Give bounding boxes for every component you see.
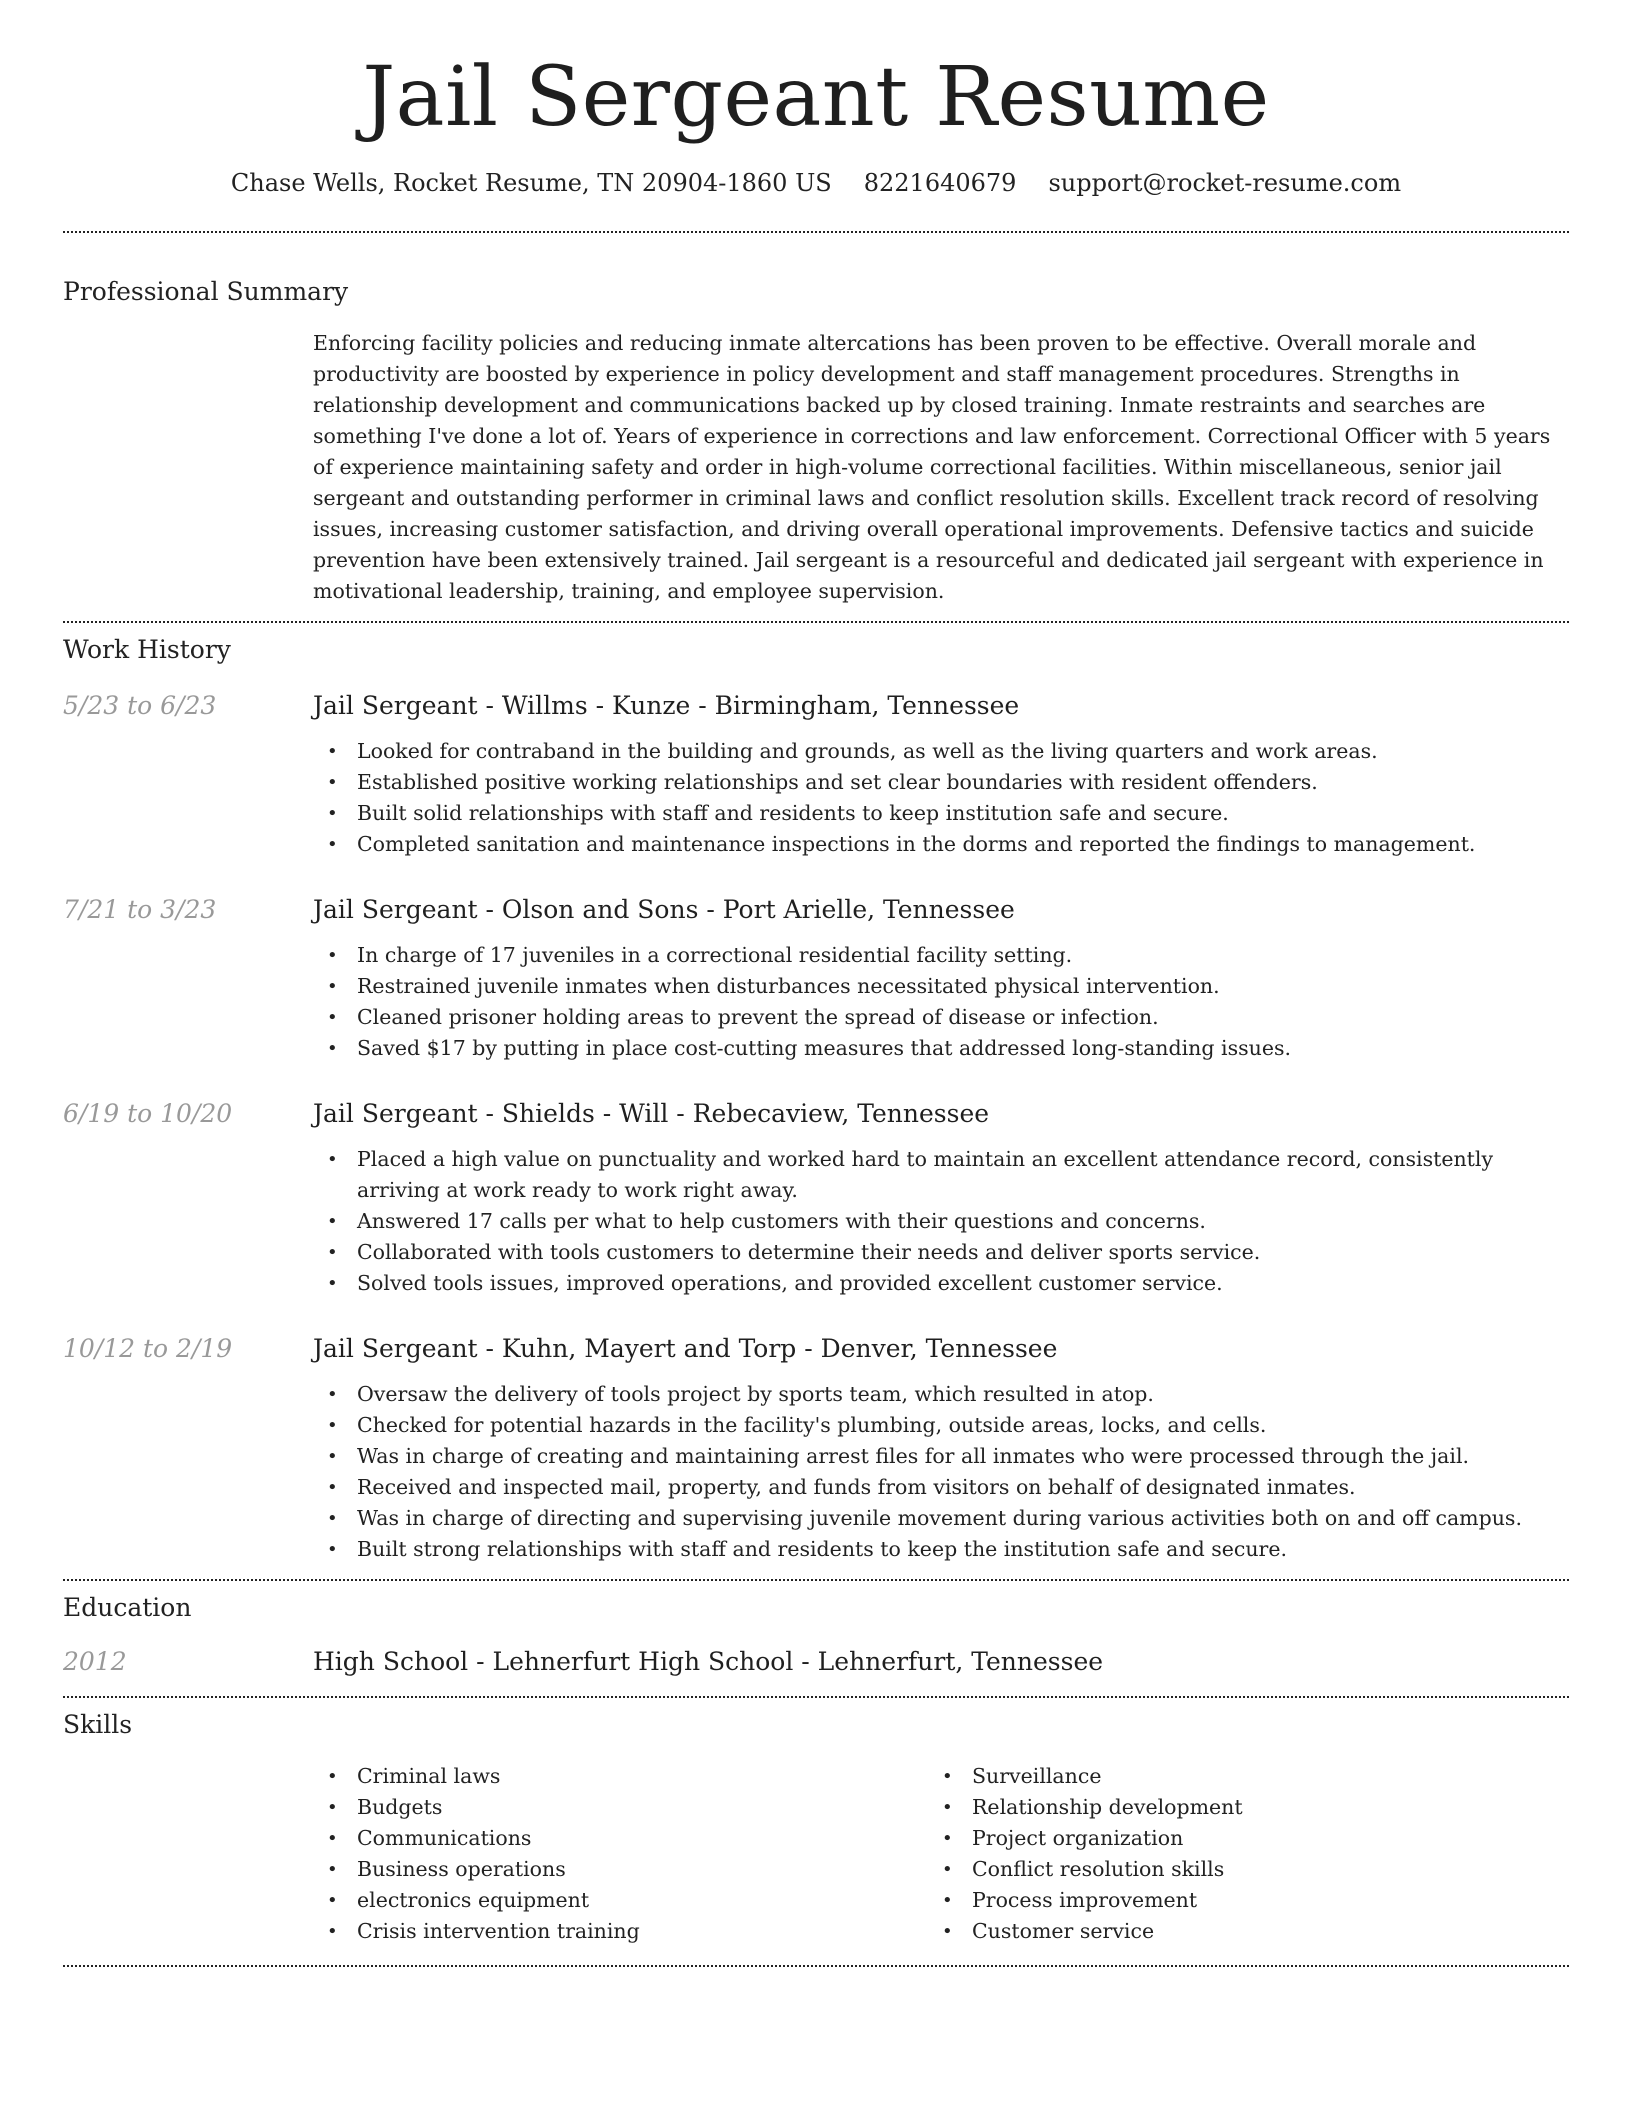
job-dates: 10/12 to 2/19 xyxy=(63,1334,233,1363)
job-title: Jail Sergeant - Willms - Kunze - Birmingham, Tennessee xyxy=(313,691,1020,720)
job-entry xyxy=(63,1098,1569,1299)
summary-section xyxy=(63,277,1569,607)
skills-row xyxy=(63,1739,1569,1965)
skills-list-right xyxy=(928,1761,1543,1947)
work-history-section xyxy=(63,635,1569,1579)
job-bullet: • In charge of 17 juveniles in a correctional residential facility setting. xyxy=(313,940,1569,971)
summary-body xyxy=(313,328,1569,607)
work-history-heading: Work History xyxy=(63,635,231,664)
divider xyxy=(63,231,1569,233)
skills-list-left xyxy=(313,1761,928,1947)
job-bullet: • Cleaned prisoner holding areas to prevent the spread of disease or infection. xyxy=(313,1002,1569,1033)
job-bullet: • Answered 17 calls per what to help customers with their questions and concerns. xyxy=(313,1206,1569,1237)
job-bullets-wrap xyxy=(313,722,1569,860)
skill-item: • Crisis intervention training xyxy=(313,1916,928,1947)
divider xyxy=(63,621,1569,623)
job-bullets xyxy=(313,1379,1569,1565)
summary-heading: Professional Summary xyxy=(63,277,349,306)
skill-item: • Customer service xyxy=(928,1916,1543,1947)
job-bullet: • Looked for contraband in the building and grounds, as well as the living quarters and work areas. xyxy=(313,736,1569,767)
job-title: Jail Sergeant - Olson and Sons - Port Arielle, Tennessee xyxy=(313,895,1015,924)
contact-phone: 8221640679 xyxy=(863,169,1017,197)
skill-item: • Relationship development xyxy=(928,1792,1543,1823)
contact-email: support@rocket-resume.com xyxy=(1048,169,1402,197)
job-title: Jail Sergeant - Shields - Will - Rebecaview, Tennessee xyxy=(313,1099,990,1128)
job-bullets-wrap xyxy=(313,1130,1569,1299)
job-bullet: • Solved tools issues, improved operations, and provided excellent customer service. xyxy=(313,1268,1569,1299)
divider xyxy=(63,1965,1569,1967)
education-heading: Education xyxy=(63,1593,192,1622)
job-header xyxy=(63,1098,1569,1130)
job-bullet: • Collaborated with tools customers to determine their needs and deliver sports service. xyxy=(313,1237,1569,1268)
job-body xyxy=(63,722,1569,860)
job-bullet: • Established positive working relationships and set clear boundaries with resident offenders. xyxy=(313,767,1569,798)
job-header xyxy=(63,690,1569,722)
education-title: High School - Lehnerfurt High School - Lehnerfurt, Tennessee xyxy=(313,1647,1104,1676)
job-bullets xyxy=(313,736,1569,860)
skill-item: • electronics equipment xyxy=(313,1885,928,1916)
job-bullets xyxy=(313,940,1569,1064)
job-bullet: • Received and inspected mail, property, and funds from visitors on behalf of designated inmates. xyxy=(313,1472,1569,1503)
job-dates: 7/21 to 3/23 xyxy=(63,895,217,924)
job-header xyxy=(63,894,1569,926)
skills-grid xyxy=(313,1761,1569,1947)
contact-line xyxy=(63,169,1569,197)
summary-row xyxy=(63,328,1569,607)
skill-item: • Conflict resolution skills xyxy=(928,1854,1543,1885)
job-body xyxy=(63,926,1569,1064)
job-bullet: • Built strong relationships with staff and residents to keep the institution safe and secure. xyxy=(313,1534,1569,1565)
education-year: 2012 xyxy=(63,1647,127,1676)
job-body xyxy=(63,1365,1569,1565)
job-bullet: • Was in charge of creating and maintaining arrest files for all inmates who were processed through the jail. xyxy=(313,1441,1569,1472)
job-bullet: • Completed sanitation and maintenance inspections in the dorms and reported the findings to management. xyxy=(313,829,1569,860)
job-entry xyxy=(63,690,1569,860)
job-bullet: • Saved $17 by putting in place cost-cutting measures that addressed long-standing issues. xyxy=(313,1033,1569,1064)
job-title: Jail Sergeant - Kuhn, Mayert and Torp - Denver, Tennessee xyxy=(313,1334,1058,1363)
education-section xyxy=(63,1593,1569,1678)
page-title: Jail Sergeant Resume xyxy=(362,50,1270,145)
divider xyxy=(63,1579,1569,1581)
skill-item: • Project organization xyxy=(928,1823,1543,1854)
summary-text: Enforcing facility policies and reducing inmate altercations has been proven to be effective. Overall morale and productivity are boosted by experience in policy development and staff management procedures. Strengths in relationship development and communications backed up by closed training. Inmate restraints and searches are something I've done a lot of. Years of experience in corrections and law enforcement. Correctional Officer with 5 years of experience maintaining safety and order in high-volume correctional facilities. Within miscellaneous, senior jail sergeant and outstanding performer in criminal laws and conflict resolution skills. Excellent track record of resolving issues, increasing customer satisfaction, and driving overall operational improvements. Defensive tactics and suicide prevention have been extensively trained. Jail sergeant is a resourceful and dedicated jail sergeant with experience in motivational leadership, training, and employee supervision. xyxy=(313,331,1551,603)
job-bullet: • Built solid relationships with staff and residents to keep institution safe and secure. xyxy=(313,798,1569,829)
job-body xyxy=(63,1130,1569,1299)
job-bullet: • Was in charge of directing and supervising juvenile movement during various activities both on and off campus. xyxy=(313,1503,1569,1534)
skill-item: • Communications xyxy=(313,1823,928,1854)
skills-section xyxy=(63,1710,1569,1965)
education-entry xyxy=(63,1646,1569,1678)
skill-item: • Criminal laws xyxy=(313,1761,928,1792)
job-bullets-wrap xyxy=(313,1365,1569,1565)
skills-heading: Skills xyxy=(63,1710,133,1739)
job-bullet: • Oversaw the delivery of tools project by sports team, which resulted in atop. xyxy=(313,1379,1569,1410)
skill-item: • Surveillance xyxy=(928,1761,1543,1792)
job-dates: 5/23 to 6/23 xyxy=(63,691,217,720)
section-spacer xyxy=(63,1565,1569,1579)
skill-item: • Business operations xyxy=(313,1854,928,1885)
skill-item: • Budgets xyxy=(313,1792,928,1823)
job-bullet: • Restrained juvenile inmates when disturbances necessitated physical intervention. xyxy=(313,971,1569,1002)
job-dates: 6/19 to 10/20 xyxy=(63,1099,233,1128)
skill-item: • Process improvement xyxy=(928,1885,1543,1916)
job-bullet: • Placed a high value on punctuality and worked hard to maintain an excellent attendance record, consistently arriving at work ready to work right away. xyxy=(313,1144,1569,1206)
job-bullets-wrap xyxy=(313,926,1569,1064)
job-entry xyxy=(63,1333,1569,1565)
job-header xyxy=(63,1333,1569,1365)
job-bullets xyxy=(313,1144,1569,1299)
job-entry xyxy=(63,894,1569,1064)
job-bullet: • Checked for potential hazards in the facility's plumbing, outside areas, locks, and cells. xyxy=(313,1410,1569,1441)
divider xyxy=(63,1696,1569,1698)
contact-address: Chase Wells, Rocket Resume, TN 20904-1860 US xyxy=(230,169,832,197)
